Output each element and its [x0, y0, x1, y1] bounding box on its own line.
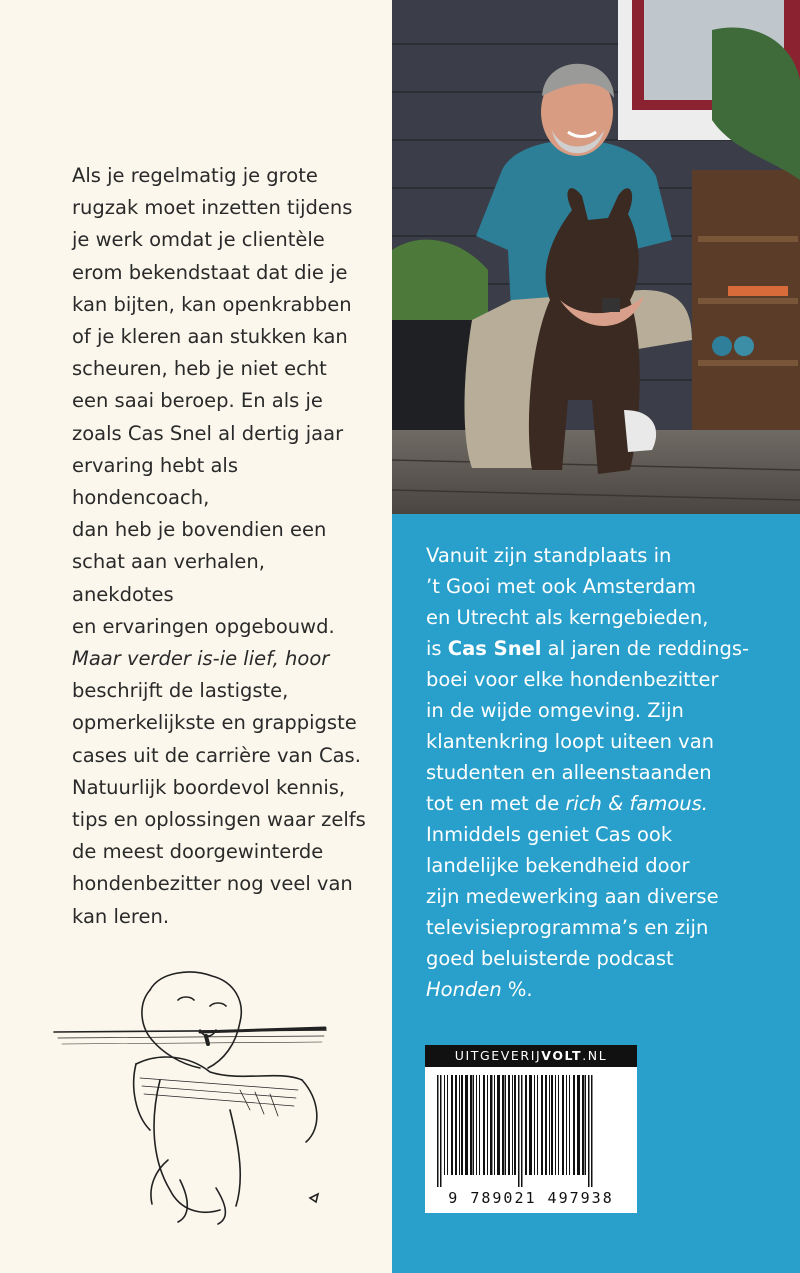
barcode-bar — [591, 1075, 593, 1187]
barcode-bar — [494, 1075, 495, 1175]
blurb-line: een saai beroep. En als je — [72, 389, 323, 413]
barcode-bar — [545, 1075, 547, 1175]
barcode-bar — [437, 1075, 439, 1187]
blurb-line: en ervaringen opgebouwd. — [72, 614, 335, 638]
podcast-title: Honden — [426, 978, 502, 1001]
publisher-label — [425, 1045, 637, 1067]
barcode-bar — [573, 1075, 575, 1175]
barcode-bar — [470, 1075, 473, 1175]
barcode-bar — [461, 1075, 463, 1175]
barcode-bar — [502, 1075, 505, 1175]
barcode-bar — [440, 1075, 442, 1187]
barcode-bar — [490, 1075, 493, 1175]
bio-text: is — [426, 637, 448, 660]
barcode-bar — [549, 1075, 550, 1175]
blurb-line: kan bijten, kan openkrabben — [72, 292, 352, 316]
barcode-bar — [577, 1075, 580, 1175]
left-panel — [0, 0, 392, 1273]
barcode-bar — [508, 1075, 510, 1175]
author-with-dog-illustration — [392, 0, 800, 514]
barcode-bar — [476, 1075, 477, 1175]
bio-line: Inmiddels geniet Cas ook — [426, 823, 673, 846]
barcode-bars — [435, 1075, 627, 1187]
bio-line: in de wijde omgeving. Zijn — [426, 699, 684, 722]
publisher-text: UITGEVERIJ — [454, 1048, 542, 1063]
blurb-line: kan leren. — [72, 904, 170, 928]
barcode-bar — [558, 1075, 559, 1175]
barcode-bar — [518, 1075, 520, 1187]
barcode-bar — [497, 1075, 500, 1175]
bio-line: landelijke bekendheid door — [426, 854, 690, 877]
barcode-bar — [512, 1075, 513, 1175]
barcode-bar — [473, 1075, 474, 1175]
barcode-bar — [566, 1075, 567, 1175]
barcode-bar — [531, 1075, 532, 1175]
bio-line — [426, 633, 786, 664]
blurb-line: je werk omdat je clientèle — [72, 228, 325, 252]
blurb-text — [72, 160, 372, 933]
barcode-bar — [505, 1075, 506, 1175]
bio-line: boei voor elke hondenbezitter — [426, 668, 719, 691]
book-title-line: Maar verder is-ie lief, hoor — [72, 647, 330, 671]
bio-line — [426, 974, 786, 1005]
barcode-bar — [444, 1075, 445, 1175]
barcode-bar — [525, 1075, 527, 1175]
blurb-line: opmerkelijkste en grappigste — [72, 711, 357, 735]
barcode-bar — [541, 1075, 543, 1175]
blurb-line: tips en oplossingen waar zelfs — [72, 808, 366, 832]
barcode-bar — [569, 1075, 570, 1175]
barcode-bar — [451, 1075, 453, 1175]
bio-line: zijn medewerking aan diverse — [426, 885, 719, 908]
blurb-line: ervaring hebt als hondencoach, — [72, 453, 238, 510]
barcode-bar — [465, 1075, 468, 1175]
publisher-text: .NL — [582, 1048, 608, 1063]
barcode-bar — [551, 1075, 553, 1175]
barcode-bar — [537, 1075, 538, 1175]
blurb-line: erom bekendstaat dat die je — [72, 260, 348, 284]
author-photo — [392, 0, 800, 514]
bio-line: klantenkring loopt uiteen van — [426, 730, 715, 753]
barcode-bar — [534, 1075, 535, 1175]
bio-line: studenten en alleenstaanden — [426, 761, 712, 784]
blurb-line: Natuurlijk boordevol kennis, — [72, 775, 346, 799]
barcode-bar — [479, 1075, 480, 1175]
barcode-bar — [562, 1075, 564, 1175]
barcode-bar — [585, 1075, 586, 1175]
barcode-bar — [459, 1075, 460, 1175]
barcode-bar — [483, 1075, 485, 1175]
blurb-line: schat aan verhalen, anekdotes — [72, 550, 265, 606]
bio-line: ’t Gooi met ook Amsterdam — [426, 575, 696, 598]
blurb-line: Als je regelmatig je grote — [72, 164, 318, 187]
blurb-line: hondenbezitter nog veel van — [72, 872, 353, 896]
barcode-bar — [514, 1075, 516, 1175]
blurb-line: scheuren, heb je niet echt — [72, 357, 327, 381]
author-bio — [426, 540, 786, 1005]
publisher-text-bold: VOLT — [541, 1048, 583, 1063]
barcode-bar — [582, 1075, 585, 1175]
blurb-line: cases uit de carrière van Cas. — [72, 743, 361, 767]
barcode — [425, 1067, 637, 1213]
blurb-line: de meest doorgewinterde — [72, 840, 324, 864]
blurb-line: of je kleren aan stukken kan — [72, 325, 348, 349]
bio-emphasis: rich & famous. — [565, 792, 708, 815]
barcode-bar — [588, 1075, 590, 1187]
bio-text: al jaren de reddings- — [541, 637, 750, 660]
bio-text: %. — [501, 978, 533, 1001]
bio-text: tot en met de — [426, 792, 566, 815]
barcode-bar — [455, 1075, 457, 1175]
blurb-line: dan heb je bovendien een — [72, 518, 327, 542]
barcode-block — [425, 1045, 637, 1213]
blurb-line: zoals Cas Snel al dertig jaar — [72, 421, 344, 445]
barcode-bar — [555, 1075, 556, 1175]
barcode-bar — [487, 1075, 488, 1175]
bio-line: goed beluisterde podcast — [426, 947, 674, 970]
bio-line: en Utrecht als kerngebieden, — [426, 606, 709, 629]
bio-line: Vanuit zijn standplaats in — [426, 544, 672, 567]
barcode-bar — [447, 1075, 448, 1175]
bio-line: televisieprogramma’s en zijn — [426, 916, 709, 939]
isbn-number: 9 789021 497938 — [448, 1189, 614, 1207]
blurb-line: rugzak moet inzetten tijdens — [72, 196, 353, 220]
blurb-line: beschrijft de lastigste, — [72, 679, 289, 703]
bio-line — [426, 788, 786, 819]
dog-sketch-illustration — [40, 960, 340, 1230]
author-name: Cas Snel — [447, 637, 542, 660]
barcode-bar — [521, 1075, 523, 1187]
